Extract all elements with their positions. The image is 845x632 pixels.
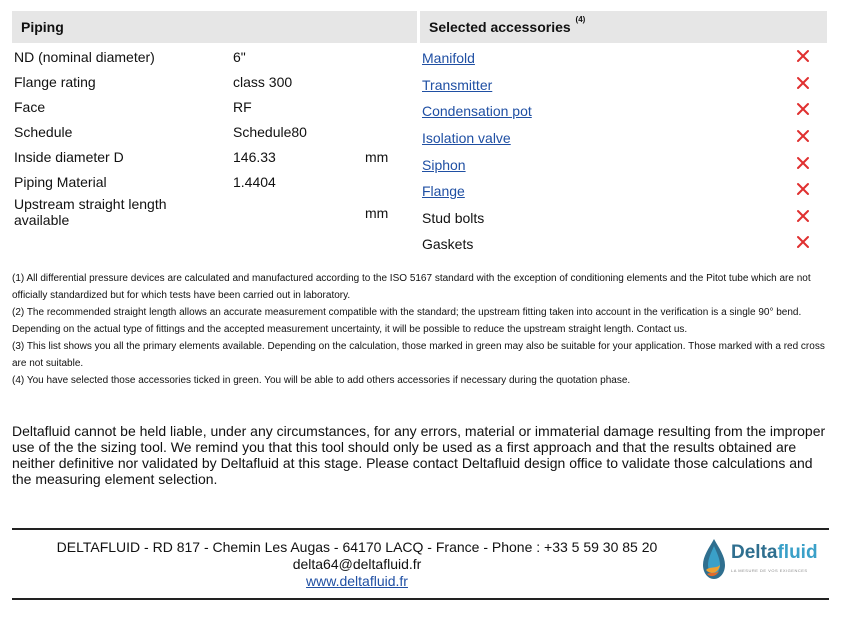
logo-wordmark bbox=[731, 542, 818, 564]
piping-row-face bbox=[14, 99, 414, 115]
accessories-title: Selected accessories bbox=[429, 19, 571, 35]
accessory-row bbox=[422, 75, 822, 95]
remove-x-icon[interactable] bbox=[795, 128, 811, 144]
footer-address: DELTAFLUID - RD 817 - Chemin Les Augas - 64170 LACQ - France - Phone : +33 5 59 30 85 20 bbox=[56, 539, 658, 555]
piping-value: Schedule80 bbox=[233, 124, 307, 140]
accessory-row bbox=[422, 101, 822, 121]
logo-tagline: LA MESURE DE VOS EXIGENCES bbox=[731, 568, 808, 573]
piping-label: Flange rating bbox=[14, 74, 96, 90]
accessory-name[interactable]: Siphon bbox=[422, 157, 466, 173]
accessory-row bbox=[422, 181, 822, 201]
piping-label: Inside diameter D bbox=[14, 149, 124, 165]
disclaimer: Deltafluid cannot be held liable, under any circumstances, for any errors, material or immaterial damage resulting from the improper use of the the sizing tool. We remind you that this tool should only be used as a first approach and that the results obtained are neither definitive nor validated by Deltafluid at this stage. Please contact Deltafluid design office to validate those calculations and the measuring element selection. bbox=[12, 423, 826, 487]
piping-value: 1.4404 bbox=[233, 174, 276, 190]
piping-label: Schedule bbox=[14, 124, 73, 140]
accessory-name: Stud bolts bbox=[422, 210, 485, 226]
piping-value: 6" bbox=[233, 49, 246, 65]
logo-text-accent: fluid bbox=[777, 542, 818, 563]
accessory-name[interactable]: Manifold bbox=[422, 50, 475, 66]
piping-row-flange-rating bbox=[14, 74, 414, 90]
piping-unit: mm bbox=[365, 205, 389, 221]
accessory-row bbox=[422, 234, 822, 254]
accessory-row bbox=[422, 155, 822, 175]
footer-website-link[interactable]: www.deltafluid.fr bbox=[306, 573, 408, 589]
remove-x-icon[interactable] bbox=[795, 181, 811, 197]
footer-bottom-rule bbox=[12, 598, 829, 600]
remove-x-icon[interactable] bbox=[795, 75, 811, 91]
piping-row-inside-diameter bbox=[14, 149, 414, 165]
piping-label: Piping Material bbox=[14, 174, 107, 190]
accessory-name[interactable]: Transmitter bbox=[422, 77, 493, 93]
footer-top-rule bbox=[12, 528, 829, 530]
remove-x-icon[interactable] bbox=[795, 208, 811, 224]
footnote-2: (2) The recommended straight length allows an accurate measurement compatible with the standard; the upstream fitting taken into account in the verification is a single 90° bend. Depending on the actual type of fittings and the accepted measurement uncertainty, it will be possible to reduce the upstream straight length. Contact us. bbox=[12, 307, 802, 335]
remove-x-icon[interactable] bbox=[795, 48, 811, 64]
piping-title: Piping bbox=[21, 19, 64, 35]
accessory-row bbox=[422, 48, 822, 68]
piping-row-material bbox=[14, 174, 414, 190]
accessories-note-ref: (4) bbox=[575, 15, 586, 24]
footnote-1: (1) All differential pressure devices are calculated and manufactured according to the ISO 5167 standard with the exception of conditioning elements and the Pitot tube which are not officially standardized but for which tests have been carried out in laboratory. bbox=[12, 273, 811, 301]
footnotes bbox=[12, 270, 834, 389]
accessory-row bbox=[422, 128, 822, 148]
piping-row-nd bbox=[14, 49, 414, 65]
remove-x-icon[interactable] bbox=[795, 155, 811, 171]
piping-value: RF bbox=[233, 99, 252, 115]
piping-value: class 300 bbox=[233, 74, 293, 90]
accessories-header bbox=[420, 11, 827, 43]
remove-x-icon[interactable] bbox=[795, 234, 811, 250]
footer-contact bbox=[12, 539, 702, 590]
droplet-logo-icon bbox=[698, 536, 730, 582]
piping-label: Face bbox=[14, 99, 46, 115]
piping-row-upstream-length bbox=[14, 196, 414, 228]
accessory-name[interactable]: Flange bbox=[422, 183, 465, 199]
piping-header bbox=[12, 11, 417, 43]
deltafluid-logo bbox=[698, 536, 830, 582]
accessory-name[interactable]: Isolation valve bbox=[422, 130, 511, 146]
piping-label: ND (nominal diameter) bbox=[14, 49, 155, 65]
accessory-name[interactable]: Condensation pot bbox=[422, 103, 532, 119]
piping-unit: mm bbox=[365, 149, 389, 165]
footnote-4: (4) You have selected those accessories ticked in green. You will be able to add others accessories if necessary during the quotation phase. bbox=[12, 375, 631, 386]
footer-email: delta64@deltafluid.fr bbox=[292, 556, 422, 572]
piping-row-schedule bbox=[14, 124, 414, 140]
logo-text-main: Delta bbox=[731, 542, 778, 563]
piping-label: Upstream straight length available bbox=[14, 196, 167, 228]
piping-value: 146.33 bbox=[233, 149, 276, 165]
accessory-row bbox=[422, 208, 822, 228]
footnote-3: (3) This list shows you all the primary elements available. Depending on the calculation, those marked in green may also be suitable for your application. Those marked with a red cross are not suitable. bbox=[12, 341, 825, 369]
accessory-name: Gaskets bbox=[422, 236, 474, 252]
remove-x-icon[interactable] bbox=[795, 101, 811, 117]
